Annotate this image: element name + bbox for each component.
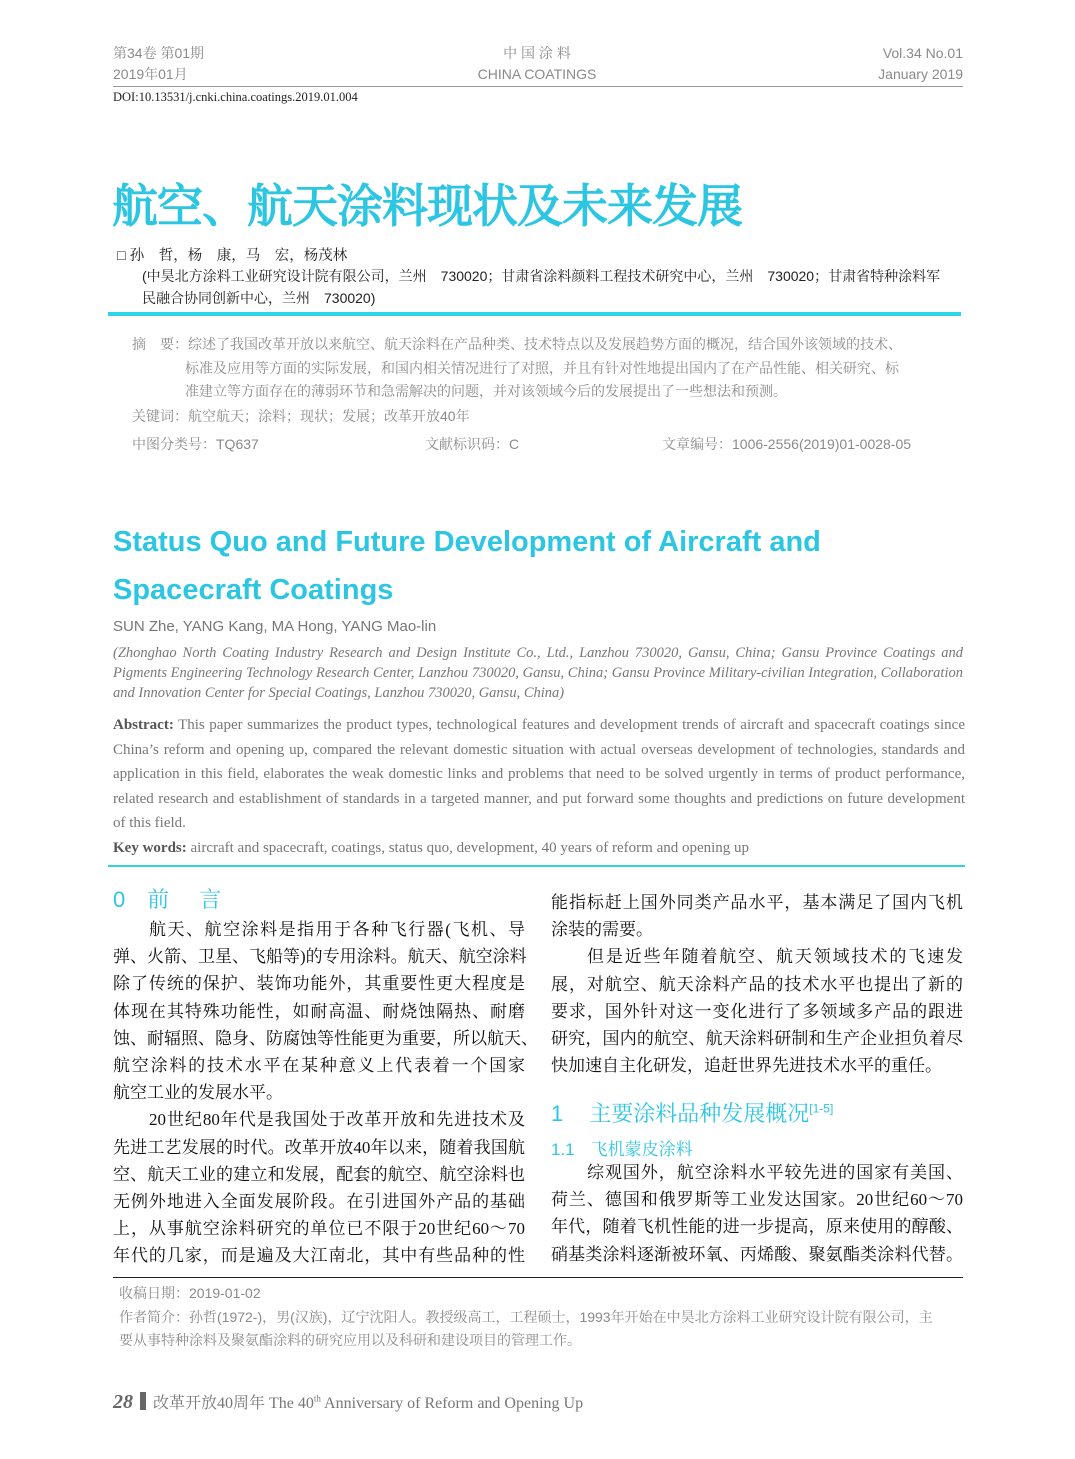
authors-en: SUN Zhe, YANG Kang, MA Hong, YANG Mao-lin [113, 618, 437, 635]
document-code: 文献标识码：C [425, 436, 520, 452]
column-en-sup: th [313, 1393, 321, 1404]
title-en [113, 518, 821, 614]
footnotes [119, 1282, 933, 1353]
clc-number: 中图分类号：TQ637 [132, 436, 259, 452]
abstract-en [113, 713, 965, 836]
abstract-cn [132, 333, 902, 404]
body-text-line: 能指标赶上国外同类产品水平，基本满足了国内飞机 [551, 893, 963, 912]
date-cn: 2019年01月 [113, 66, 188, 82]
affiliation-en: (Zhonghao North Coating Industry Research and Design Institute Co., Ltd., Lanzhou 730020, Gansu, China; Gansu Province Coatings and Pigments Engineering Technology Research Center, Lanzhou 730020, Gansu, China; Gansu Province Military-civilian Integration, Collaboration and Innovation Center for Special Coatings, Lanzhou 730020, Gansu, China) [113, 645, 963, 701]
keywords-en-text: aircraft and spacecraft, coatings, status quo, development, 40 years of reform and opening up [186, 840, 750, 856]
column-cn: 改革开放40周年 [153, 1395, 266, 1412]
abstract-en-text: This paper summarizes the product types, technological features and development trends of aircraft and spacecraft coatings since China’s reform and opening up, compared the relevant domestic situation with actual overseas development of technologies, standards and application in this field, elaborates the weak domestic links and problems that need to be solved urgently in terms of product performance, related research and establishment of standards in a targeted manner, and put forward some thoughts and predictions on future development of this field. [113, 717, 965, 832]
abstract-en-label: Abstract: [113, 717, 174, 733]
page-number: 28 [113, 1391, 133, 1413]
body-text-line: 航空工业的发展水平。 [113, 1083, 283, 1103]
body-text-line: 涂装的需要。 [551, 920, 653, 940]
doi[interactable]: DOI:10.13531/j.cnki.china.coatings.2019.01.004 [113, 90, 358, 104]
affiliation-line: (中昊北方涂料工业研究设计院有限公司，兰州 730020；甘肃省涂料颜料工程技术研究中心，兰州 730020；甘肃省特种涂料军 [142, 268, 941, 284]
body-text-line: 先进工艺发展的时代。改革开放40年以来，随着我国航 [113, 1137, 525, 1157]
body-text-line: 航空涂料的技术水平在某种意义上代表着一个国家 [113, 1055, 525, 1075]
affiliation-line: 民融合协同创新中心，兰州 730020) [142, 290, 376, 306]
volume-issue-en [878, 43, 963, 85]
section-1-1-heading [551, 1135, 693, 1160]
section-number: 1 [551, 1101, 564, 1126]
accent-rule [108, 312, 961, 316]
received-date: 收稿日期：2019-01-02 [119, 1285, 261, 1301]
body-text-line: 蚀、耐辐照、隐身、防腐蚀等性能更为重要，所以航天、 [113, 1028, 538, 1048]
body-text-line: 年代的几家，而是遍及大江南北，其中有些品种的性 [113, 1246, 525, 1266]
body-text-line: 综观国外，航空涂料水平较先进的国家有美国、 [587, 1163, 963, 1182]
footnote-rule [113, 1277, 963, 1278]
abstract-label: 摘 要： [132, 336, 188, 352]
body-text-line: 展，对航空、航天涂料产品的技术水平也提出了新的 [551, 974, 963, 994]
section-title: 主要涂料品种发展概况 [589, 1101, 810, 1126]
page-footer [113, 1390, 583, 1414]
body-text-line: 弹、火箭、卫星、飞船等)的专用涂料。航天、航空涂料 [113, 947, 527, 967]
body-text-line: 空、航天工业的建立和发展，配套的航空、航空涂料也 [113, 1164, 525, 1184]
left-column [113, 916, 538, 1269]
header-rule [113, 86, 963, 87]
body-text-line: 无例外地进入全面发展阶段。在引进国外产品的基础 [113, 1191, 525, 1211]
body-text-line: 硝基类涂料逐渐被环氧、丙烯酸、聚氨酯类涂料代替。 [551, 1244, 963, 1264]
section-number: 0 [113, 887, 126, 912]
keywords-cn: 关键词：航空航天；涂料；现状；发展；改革开放40年 [132, 408, 470, 424]
title-en-line: Status Quo and Future Development of Aircraft and [113, 526, 821, 558]
authors-cn: □ 孙 哲，杨 康，马 宏，杨茂林 [117, 248, 348, 264]
author-bio-line: 作者简介：孙哲(1972-)，男(汉族)，辽宁沈阳人。教授级高工，工程硕士，1993年开始在中昊北方涂料工业研究设计院有限公司，主 [119, 1308, 933, 1325]
journal-cn: 中 国 涂 料 [503, 45, 571, 61]
footer-bar [140, 1392, 146, 1410]
body-text-line: 体现在其特殊功能性，如耐高温、耐烧蚀隔热、耐磨 [113, 1001, 525, 1021]
abstract-line: 综述了我国改革开放以来航空、航天涂料在产品种类、技术特点以及发展趋势方面的概况，结合国外该领域的技术、 [188, 336, 902, 352]
keywords-en-label: Key words: [113, 840, 187, 856]
date-en: January 2019 [878, 66, 963, 82]
affiliation-cn [142, 265, 940, 309]
section-0-heading [113, 883, 225, 914]
volume-en: Vol.34 No.01 [882, 45, 963, 61]
right-column-bottom [551, 1159, 963, 1268]
journal-en: CHINA COATINGS [477, 66, 597, 82]
title-en-line: Spacecraft Coatings [113, 574, 394, 606]
section-1-heading [551, 1097, 833, 1128]
abstract-line: 准建立等方面存在的薄弱环节和急需解决的问题，并对该领域今后的发展提出了一些想法和预测。 [185, 383, 787, 399]
keywords-en [113, 836, 965, 861]
volume-cn: 第34卷 第01期 [113, 45, 205, 61]
abstract-line: 标准及应用等方面的实际发展，和国内相关情况进行了对照，并且有针对性地提出国内了在产品性能、相关研究、标 [185, 359, 899, 376]
journal-name [437, 43, 637, 85]
volume-issue-cn [113, 43, 204, 85]
body-text-line: 但是近些年随着航空、航天领域技术的飞速发 [587, 947, 963, 967]
body-text-line: 荷兰、德国和俄罗斯等工业发达国家。20世纪60～70 [551, 1190, 963, 1210]
body-text-line: 快加速自主化研发，追赶世界先进技术水平的重任。 [551, 1056, 942, 1076]
body-text-line: 航天、航空涂料是指用于各种飞行器(飞机、导 [149, 920, 525, 939]
body-text-line: 上，从事航空涂料研究的单位已不限于20世纪60～70 [113, 1219, 525, 1239]
article-number: 文章编号：1006-2556(2019)01-0028-05 [662, 436, 912, 452]
body-text-line: 年代，随着飞机性能的进一步提高，原来使用的醇酸、 [551, 1217, 963, 1237]
citation-ref[interactable]: [1-5] [809, 1101, 834, 1116]
body-text-line: 20世纪80年代是我国处于改革开放和先进技术及 [149, 1110, 525, 1130]
column-en: Anniversary of Reform and Opening Up [320, 1395, 584, 1412]
body-text-line: 要求，国外针对这一变化进行了多领域多产品的跟进 [551, 1001, 963, 1021]
title-cn: 航空、航天涂料现状及未来发展 [112, 180, 742, 232]
section-number: 1.1 [551, 1140, 575, 1159]
author-bio-line: 要从事特种涂料及聚氨酯涂料的研究应用以及科研和建设项目的管理工作。 [119, 1332, 581, 1348]
body-text-line: 除了传统的保护、装饰功能外，其重要性更大程度是 [113, 974, 525, 994]
section-title: 飞机蒙皮涂料 [590, 1140, 693, 1159]
accent-rule [108, 865, 965, 867]
body-text-line: 研究，国内的航空、航天涂料研制和生产企业担负着尽 [551, 1028, 963, 1048]
section-title: 前 言 [147, 887, 226, 912]
column-en: The 40 [269, 1395, 314, 1412]
right-column-top [551, 889, 963, 1079]
